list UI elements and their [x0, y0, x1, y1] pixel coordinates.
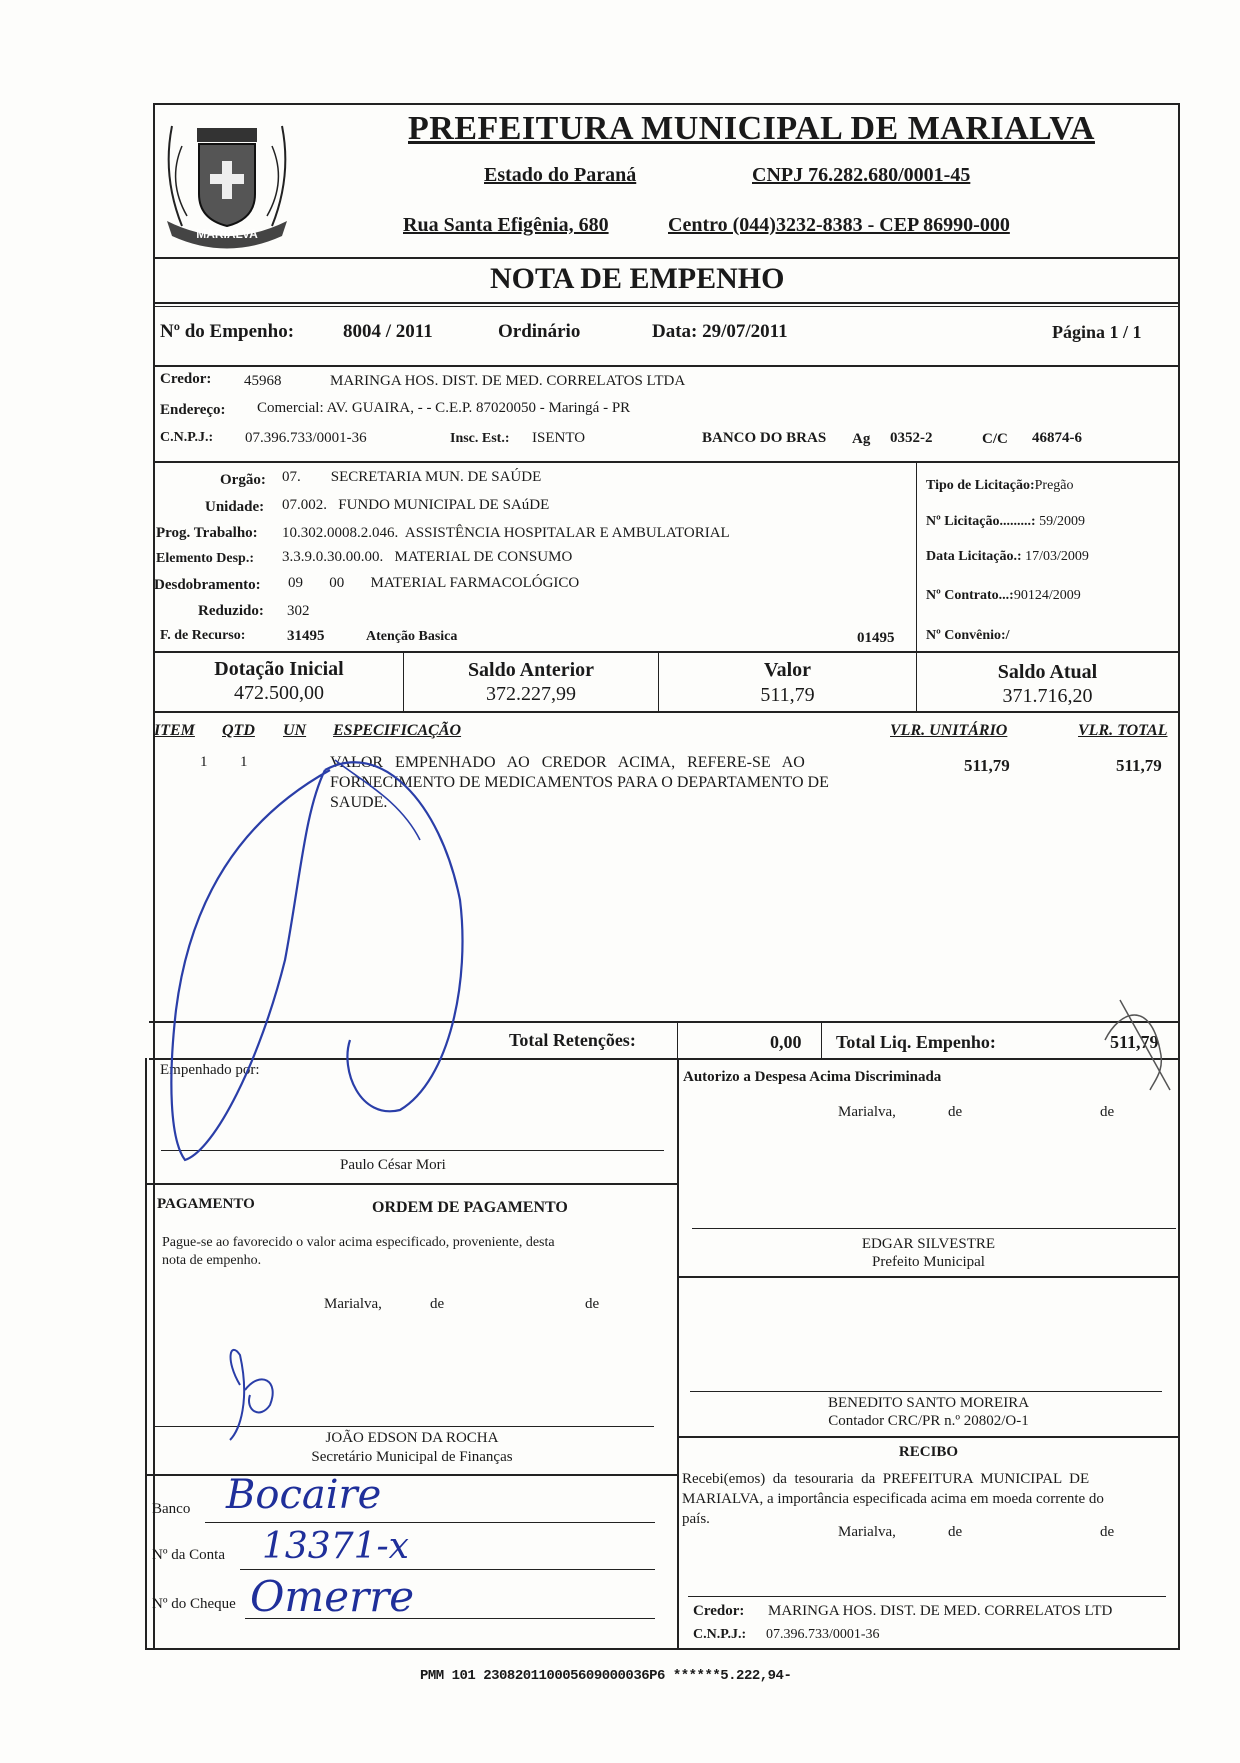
recibo-text-2: MARIALVA, a importância especificada acima em moeda corrente do	[682, 1491, 1104, 1507]
row-item: 1	[200, 754, 208, 770]
prefeito-name: EDGAR SILVESTRE	[861, 1236, 996, 1252]
endereco-label: Endereço:	[160, 402, 226, 418]
empenhado-label: Empenhado por:	[160, 1062, 260, 1078]
row-spec-3: SAUDE.	[330, 794, 388, 811]
tipo-licitacao-label: Tipo de Licitação:Pregão	[926, 478, 1074, 493]
row-spec-1: VALOR EMPENHADO AO CREDOR ACIMA, REFERE-SE AO	[330, 754, 805, 771]
valor-value: 511,79	[760, 684, 815, 706]
row-total-value: 511,79	[1116, 756, 1162, 775]
saldo-atual-value: 371.716,20	[1002, 685, 1093, 707]
liq-label: Total Liq. Empenho:	[836, 1032, 996, 1052]
desdobramento-value: 09 00 MATERIAL FARMACOLÓGICO	[288, 575, 580, 591]
recurso-label: F. de Recurso:	[160, 628, 246, 643]
pagamento-de1: de	[430, 1296, 445, 1312]
insc-value: ISENTO	[532, 430, 586, 446]
unidade-value: 07.002. FUNDO MUNICIPAL DE SAúDE	[282, 497, 550, 513]
municipal-crest-logo	[152, 106, 302, 256]
empenho-number: 8004 / 2011	[343, 321, 433, 342]
recurso-name: Atenção Basica	[366, 629, 458, 644]
secretario-name: JOÃO EDSON DA ROCHA	[325, 1430, 499, 1446]
pagamento-text-1: Pague-se ao favorecido o valor acima especificado, proveniente, desta	[162, 1235, 555, 1250]
banco-label: Banco	[152, 1501, 191, 1517]
prefeito-role: Prefeito Municipal	[872, 1254, 985, 1270]
col-qtd: QTD	[222, 722, 255, 739]
endereco-value: Comercial: AV. GUAIRA, - - C.E.P. 87020050 - Maringá - PR	[257, 400, 631, 416]
cc-value: 46874-6	[1032, 430, 1082, 446]
dotacao-label: Dotação Inicial	[214, 658, 344, 680]
autorizo-de1: de	[948, 1104, 963, 1120]
agency-value: 0352-2	[890, 430, 933, 446]
cnpj-label: C.N.P.J.:	[160, 430, 214, 445]
autorizo-place: Marialva,	[838, 1104, 896, 1120]
recibo-text-3: país.	[682, 1511, 710, 1527]
recibo-place: Marialva,	[838, 1524, 896, 1540]
orgao-label: Orgão:	[220, 472, 266, 488]
document-title: NOTA DE EMPENHO	[490, 262, 785, 295]
credor-label: Credor:	[160, 371, 212, 387]
col-especificacao: ESPECIFICAÇÃO	[333, 722, 462, 739]
cc-label: C/C	[982, 431, 1008, 447]
convenio-label: Nº Convênio:/	[926, 628, 1010, 643]
pagamento-de2: de	[585, 1296, 600, 1312]
recibo-de1: de	[948, 1524, 963, 1540]
dotacao-value: 472.500,00	[234, 682, 324, 704]
col-un: UN	[283, 722, 307, 739]
recibo-cnpj-label: C.N.P.J.:	[693, 1627, 747, 1642]
retencoes-label: Total Retenções:	[509, 1030, 636, 1050]
contrato-label: Nº Contrato...:90124/2009	[926, 588, 1081, 603]
recurso-extra: 01495	[857, 630, 895, 646]
empenho-date: Data: 29/07/2011	[652, 321, 788, 342]
elemento-value: 3.3.9.0.30.00.00. MATERIAL DE CONSUMO	[282, 549, 573, 565]
agency-label: Ag	[852, 431, 871, 447]
cheque-label: Nº do Cheque	[152, 1596, 236, 1612]
bank-name: BANCO DO BRAS	[702, 430, 827, 446]
elemento-label: Elemento Desp.:	[156, 551, 254, 566]
saldo-atual-label: Saldo Atual	[997, 661, 1098, 683]
row-unit-value: 511,79	[964, 756, 1010, 775]
recibo-title: RECIBO	[898, 1444, 959, 1460]
footer-code: PMM 101 230820110005609000036P6 ******5.222,94-	[420, 1668, 792, 1684]
empenhado-name: Paulo César Mori	[340, 1157, 446, 1173]
desdobramento-label: Desdobramento:	[154, 577, 261, 593]
crest-banner-text: MARIALVA	[196, 227, 258, 241]
recibo-text-1: Recebi(emos) da tesouraria da PREFEITURA MUNICIPAL DE	[682, 1471, 1090, 1487]
address: Rua Santa Efigênia, 680	[403, 214, 609, 236]
recibo-cnpj-value: 07.396.733/0001-36	[766, 1627, 880, 1642]
pagamento-place: Marialva,	[324, 1296, 382, 1312]
unidade-label: Unidade:	[205, 499, 265, 515]
contact-info: Centro (044)3232-8383 - CEP 86990-000	[668, 214, 1010, 236]
banco-handwritten: Bocaire	[226, 1472, 382, 1518]
col-item: ITEM	[154, 722, 195, 739]
page-number: Página 1 / 1	[1052, 322, 1142, 342]
recibo-credor-label: Credor:	[693, 1603, 745, 1619]
pagamento-text-2: nota de empenho.	[162, 1253, 262, 1268]
cnpj-header: CNPJ 76.282.680/0001-45	[752, 164, 971, 186]
conta-label: Nº da Conta	[152, 1547, 225, 1563]
insc-label: Insc. Est.:	[450, 431, 510, 446]
empenho-label: Nº do Empenho:	[160, 321, 295, 342]
reduzido-label: Reduzido:	[198, 603, 264, 619]
secretario-role: Secretário Municipal de Finanças	[311, 1449, 513, 1465]
row-spec-2: FORNECIMENTO DE MEDICAMENTOS PARA O DEPARTAMENTO DE	[330, 774, 829, 791]
autorizo-de2: de	[1100, 1104, 1115, 1120]
valor-label: Valor	[763, 659, 812, 681]
prog-label: Prog. Trabalho:	[156, 525, 258, 541]
col-vlr-unitario: VLR. UNITÁRIO	[890, 722, 1008, 739]
saldo-anterior-label: Saldo Anterior	[467, 659, 595, 681]
page-title: PREFEITURA MUNICIPAL DE MARIALVA	[408, 110, 1095, 147]
row-qtd: 1	[240, 754, 248, 770]
ordem-pagamento-title: ORDEM DE PAGAMENTO	[372, 1199, 568, 1216]
recurso-code: 31495	[287, 628, 325, 644]
pagamento-label: PAGAMENTO	[157, 1196, 255, 1212]
col-vlr-total: VLR. TOTAL	[1078, 722, 1168, 739]
cnpj-value: 07.396.733/0001-36	[245, 430, 367, 446]
saldo-anterior-value: 372.227,99	[486, 683, 576, 705]
credor-name: MARINGA HOS. DIST. DE MED. CORRELATOS LTDA	[330, 373, 686, 389]
recibo-de2: de	[1100, 1524, 1115, 1540]
state-name: Estado do Paraná	[484, 164, 637, 186]
conta-handwritten: 13371-x	[262, 1526, 409, 1567]
autorizo-label: Autorizo a Despesa Acima Discriminada	[683, 1069, 942, 1085]
recibo-credor-value: MARINGA HOS. DIST. DE MED. CORRELATOS LTD	[768, 1603, 1113, 1619]
credor-code: 45968	[244, 373, 282, 389]
liq-value: 511,79	[1110, 1032, 1159, 1052]
reduzido-value: 302	[287, 603, 310, 619]
cheque-handwritten: Omerre	[250, 1572, 415, 1621]
data-licitacao-label: Data Licitação.: 17/03/2009	[926, 549, 1089, 564]
contador-role: Contador CRC/PR n.º 20802/O-1	[828, 1413, 1029, 1429]
prog-value: 10.302.0008.2.046. ASSISTÊNCIA HOSPITALAR E AMBULATORIAL	[282, 525, 730, 541]
empenho-type: Ordinário	[498, 321, 581, 342]
orgao-value: 07. SECRETARIA MUN. DE SAÚDE	[282, 469, 542, 485]
contador-name: BENEDITO SANTO MOREIRA	[827, 1395, 1030, 1411]
num-licitacao-label: Nº Licitação.........: 59/2009	[926, 514, 1085, 529]
retencoes-value: 0,00	[770, 1032, 802, 1052]
